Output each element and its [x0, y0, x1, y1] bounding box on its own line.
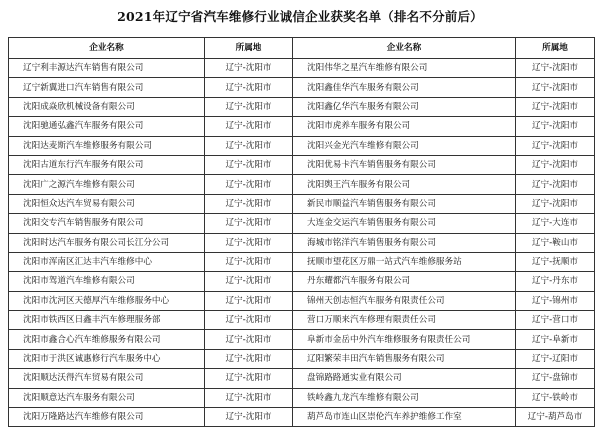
region-cell: 辽宁-沈阳市	[205, 175, 293, 194]
company-name-cell: 沈阳万隆路达汽车维修有限公司	[9, 408, 205, 427]
company-name-cell: 沈阳成焱欣机械设备有限公司	[9, 97, 205, 116]
company-name-cell: 沈阳优易卡汽车销售服务有限公司	[293, 155, 516, 174]
table-row	[9, 349, 595, 368]
region-cell: 辽宁-铁岭市	[516, 388, 595, 407]
region-cell: 辽宁-盘锦市	[516, 369, 595, 388]
table-row	[9, 78, 595, 97]
company-name-cell: 营口万顺来汽车修理有限责任公司	[293, 311, 516, 330]
company-name-cell: 沈阳古道东行汽车服务有限公司	[9, 155, 205, 174]
region-cell: 辽宁-沈阳市	[205, 311, 293, 330]
company-name-cell: 沈阳恒众达汽车贸易有限公司	[9, 194, 205, 213]
region-cell: 辽宁-沈阳市	[205, 155, 293, 174]
region-cell: 辽宁-沈阳市	[205, 233, 293, 252]
region-cell: 辽宁-沈阳市	[205, 97, 293, 116]
company-name-cell: 铁岭鑫九龙汽车维修有限公司	[293, 388, 516, 407]
region-cell: 辽宁-沈阳市	[516, 117, 595, 136]
table-row	[9, 252, 595, 271]
region-cell: 辽宁-沈阳市	[516, 59, 595, 78]
table-row	[9, 408, 595, 427]
table-row	[9, 291, 595, 310]
company-name-cell: 沈阳市于洪区诚惠修行汽车服务中心	[9, 349, 205, 368]
table-row	[9, 175, 595, 194]
company-name-cell: 丹东耀都汽车服务有限公司	[293, 272, 516, 291]
region-cell: 辽宁-沈阳市	[516, 97, 595, 116]
region-cell: 辽宁-沈阳市	[205, 272, 293, 291]
table-row	[9, 233, 595, 252]
company-name-cell: 盘锦路路通实业有限公司	[293, 369, 516, 388]
region-cell: 辽宁-沈阳市	[516, 175, 595, 194]
table-body	[9, 59, 595, 427]
award-table	[8, 37, 595, 427]
company-name-cell: 沈阳鑫佳华汽车服务有限公司	[293, 78, 516, 97]
company-name-cell: 沈阳顺意达汽车服务有限公司	[9, 388, 205, 407]
region-cell: 辽宁-丹东市	[516, 272, 595, 291]
region-cell: 辽宁-沈阳市	[516, 78, 595, 97]
company-name-cell: 阜新市金岳中外汽车维修服务有限责任公司	[293, 330, 516, 349]
company-name-cell: 沈阳市沈河区天德厚汽车维修服务中心	[9, 291, 205, 310]
company-name-cell: 沈阳时达汽车服务有限公司长江分公司	[9, 233, 205, 252]
region-cell: 辽宁-辽阳市	[516, 349, 595, 368]
header-company-name-left: 企业名称	[9, 38, 205, 59]
table-row	[9, 97, 595, 116]
table-row	[9, 117, 595, 136]
region-cell: 辽宁-沈阳市	[205, 78, 293, 97]
company-name-cell: 沈阳市铁西区日鑫丰汽车修理服务部	[9, 311, 205, 330]
company-name-cell: 海城市铭洋汽车销售服务有限公司	[293, 233, 516, 252]
region-cell: 辽宁-葫芦岛市	[516, 408, 595, 427]
company-name-cell: 抚顺市望花区万鼎一站式汽车维修服务站	[293, 252, 516, 271]
table-header-row	[9, 38, 595, 59]
region-cell: 辽宁-沈阳市	[205, 349, 293, 368]
company-name-cell: 沈阳舆王汽车服务有限公司	[293, 175, 516, 194]
company-name-cell: 辽宁利丰源达汽车销售有限公司	[9, 59, 205, 78]
company-name-cell: 大连金交运汽车销售服务有限公司	[293, 214, 516, 233]
region-cell: 辽宁-沈阳市	[205, 194, 293, 213]
table-row	[9, 155, 595, 174]
page-title: 2021年辽宁省汽车维修行业诚信企业获奖名单（排名不分前后）	[117, 9, 483, 24]
table-row	[9, 272, 595, 291]
region-cell: 辽宁-沈阳市	[205, 136, 293, 155]
region-cell: 辽宁-鞍山市	[516, 233, 595, 252]
region-cell: 辽宁-沈阳市	[516, 136, 595, 155]
region-cell: 辽宁-沈阳市	[205, 214, 293, 233]
company-name-cell: 沈阳伟华之星汽车维修有限公司	[293, 59, 516, 78]
company-name-cell: 沈阳顺达沃得汽车贸易有限公司	[9, 369, 205, 388]
table-row	[9, 388, 595, 407]
company-name-cell: 沈阳市浑南区汇达丰汽车维修中心	[9, 252, 205, 271]
table-row	[9, 59, 595, 78]
region-cell: 辽宁-沈阳市	[516, 194, 595, 213]
header-company-name-right: 企业名称	[293, 38, 516, 59]
company-name-cell: 沈阳兴金光汽车维修有限公司	[293, 136, 516, 155]
table-row	[9, 194, 595, 213]
table-row	[9, 369, 595, 388]
company-name-cell: 沈阳鑫亿华汽车服务有限公司	[293, 97, 516, 116]
company-name-cell: 沈阳市虎养车服务有限公司	[293, 117, 516, 136]
region-cell: 辽宁-沈阳市	[205, 408, 293, 427]
table-row	[9, 330, 595, 349]
region-cell: 辽宁-锦州市	[516, 291, 595, 310]
company-name-cell: 辽阳繁荣丰田汽车销售服务有限公司	[293, 349, 516, 368]
region-cell: 辽宁-沈阳市	[205, 330, 293, 349]
company-name-cell: 沈阳市鑫合心汽车维修服务有限公司	[9, 330, 205, 349]
company-name-cell: 葫芦岛市连山区崇伦汽车养护维修工作室	[293, 408, 516, 427]
region-cell: 辽宁-抚顺市	[516, 252, 595, 271]
region-cell: 辽宁-沈阳市	[205, 252, 293, 271]
company-name-cell: 沈阳交专汽车销售服务有限公司	[9, 214, 205, 233]
company-name-cell: 沈阳达麦斯汽车维修服务有限公司	[9, 136, 205, 155]
region-cell: 辽宁-沈阳市	[516, 155, 595, 174]
company-name-cell: 锦州天创志恒汽车服务有限责任公司	[293, 291, 516, 310]
region-cell: 辽宁-沈阳市	[205, 369, 293, 388]
company-name-cell: 辽宁新翼进口汽车销售有限公司	[9, 78, 205, 97]
region-cell: 辽宁-沈阳市	[205, 59, 293, 78]
company-name-cell: 沈阳市驾道汽车维修有限公司	[9, 272, 205, 291]
region-cell: 辽宁-沈阳市	[205, 117, 293, 136]
company-name-cell: 沈阳驰通弘鑫汽车服务有限公司	[9, 117, 205, 136]
region-cell: 辽宁-阜新市	[516, 330, 595, 349]
region-cell: 辽宁-大连市	[516, 214, 595, 233]
table-row	[9, 214, 595, 233]
company-name-cell: 新民市顺益汽车销售服务有限公司	[293, 194, 516, 213]
table-row	[9, 136, 595, 155]
table-row	[9, 311, 595, 330]
header-region-left: 所属地	[205, 38, 293, 59]
header-region-right: 所属地	[516, 38, 595, 59]
region-cell: 辽宁-沈阳市	[205, 291, 293, 310]
region-cell: 辽宁-营口市	[516, 311, 595, 330]
region-cell: 辽宁-沈阳市	[205, 388, 293, 407]
company-name-cell: 沈阳广之源汽车维修有限公司	[9, 175, 205, 194]
